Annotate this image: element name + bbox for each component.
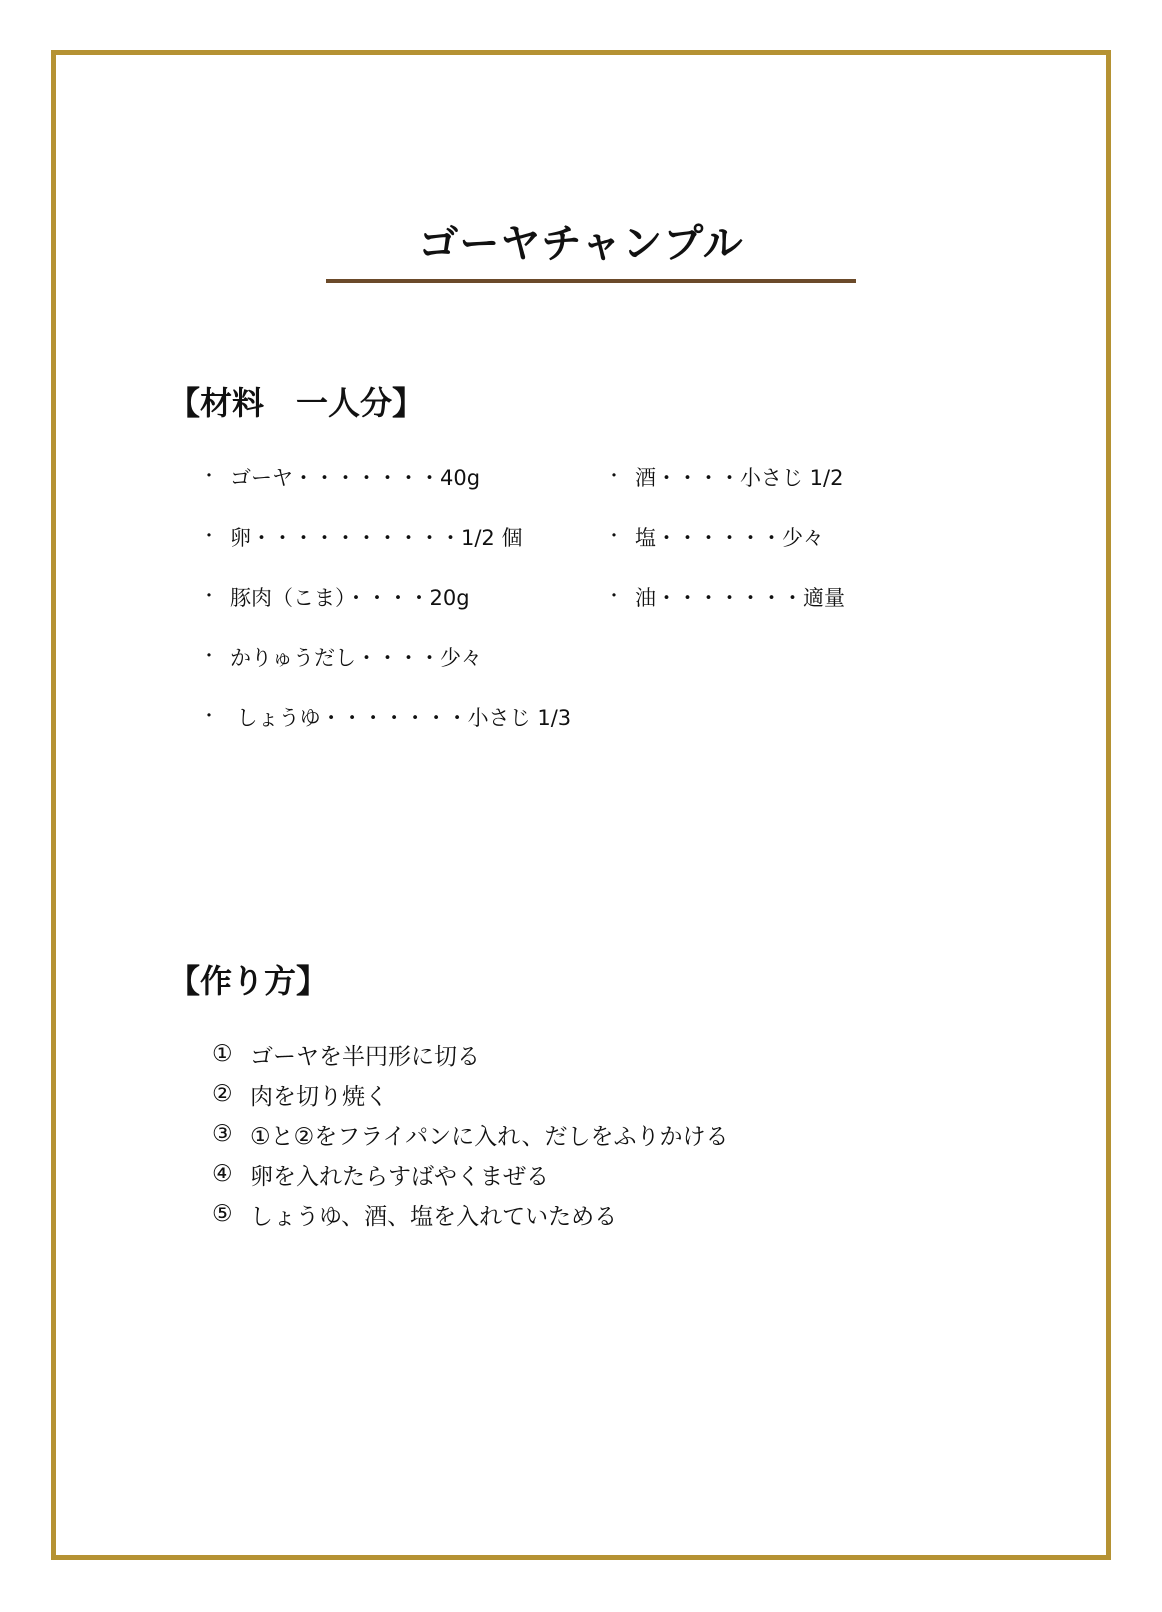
step-text: ゴーヤを半円形に切る [250, 1043, 480, 1070]
step-text: しょうゆ、酒、塩を入れていためる [250, 1203, 618, 1230]
list-item [200, 462, 571, 522]
bullet: ・ [605, 526, 623, 547]
ingredient-text: 油・・・・・・・適量 [635, 586, 845, 610]
bullet: ・ [605, 466, 623, 487]
list-item [605, 522, 845, 582]
bullet: ・ [200, 706, 218, 727]
ingredients-list-left [200, 462, 571, 762]
bullet: ・ [200, 586, 218, 607]
method-steps [212, 1034, 728, 1234]
list-item [212, 1034, 728, 1074]
list-item [200, 522, 571, 582]
step-number: ④ [212, 1161, 233, 1187]
ingredients-heading: 【材料 一人分】 [168, 384, 425, 422]
method-heading: 【作り方】 [168, 962, 329, 1000]
bullet: ・ [605, 586, 623, 607]
step-number: ② [212, 1081, 233, 1107]
page-frame [51, 50, 1111, 1560]
step-text: ①と②をフライパンに入れ、だしをふりかける [250, 1123, 729, 1150]
bullet: ・ [200, 646, 218, 667]
list-item [212, 1074, 728, 1114]
bullet: ・ [200, 466, 218, 487]
step-text: 肉を切り焼く [250, 1083, 388, 1110]
ingredient-text: 豚肉（こま）・・・・20g [230, 586, 470, 610]
list-item [605, 462, 845, 522]
page-title: ゴーヤチャンプル [418, 221, 744, 267]
list-item [200, 702, 571, 762]
list-item [605, 582, 845, 642]
ingredient-text: 卵・・・・・・・・・・1/2 個 [230, 526, 523, 550]
bullet: ・ [200, 526, 218, 547]
ingredient-text: 酒・・・・小さじ 1/2 [635, 466, 844, 490]
step-text: 卵を入れたらすばやくまぜる [250, 1163, 549, 1190]
ingredient-text: 塩・・・・・・少々 [635, 526, 824, 550]
list-item [200, 642, 571, 702]
list-item [212, 1114, 728, 1154]
ingredient-text: かりゅうだし・・・・少々 [230, 646, 482, 670]
step-number: ③ [212, 1121, 233, 1147]
list-item [212, 1194, 728, 1234]
step-number: ⑤ [212, 1201, 233, 1227]
ingredients-list-right [605, 462, 845, 642]
ingredient-text: しょうゆ・・・・・・・小さじ 1/3 [230, 706, 572, 730]
list-item [212, 1154, 728, 1194]
step-number: ① [212, 1041, 233, 1067]
ingredient-text: ゴーヤ・・・・・・・40g [230, 466, 481, 490]
title-underline [326, 279, 856, 283]
list-item [200, 582, 571, 642]
